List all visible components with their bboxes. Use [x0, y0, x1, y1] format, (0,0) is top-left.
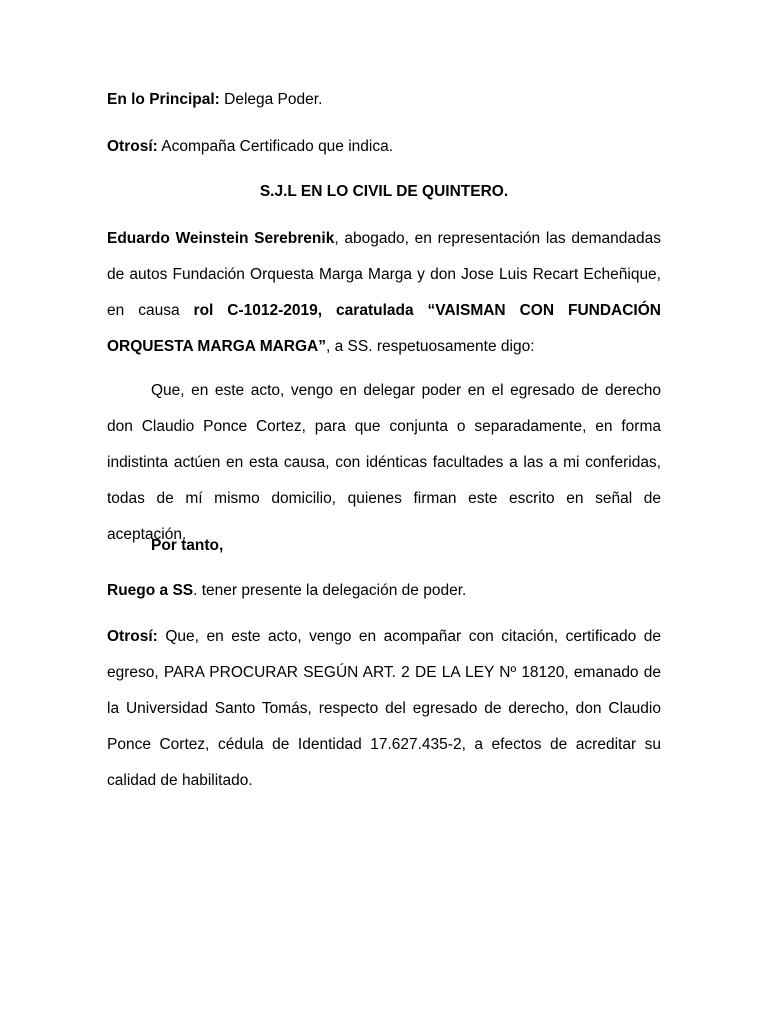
intro-text-2: , a SS. respetuosamente digo: — [326, 338, 535, 355]
case-caption: rol C-1012-2019, caratulada “VAISMAN CON FUNDACIÓN ORQUESTA MARGA MARGA” — [107, 302, 661, 355]
otrosi-text: Que, en este acto, vengo en acompañar con citación, certificado de egreso, PARA PROCURAR SEGÚN ART. 2 DE LA LEY Nº 18120, emanado de la Universidad Santo Tomás, respecto del egresado de derecho, don Claudio Ponce Cortez, cédula de Identidad 17.627.435-2, a efectos de acreditar su calidad de habilitado. — [107, 628, 661, 789]
ruego-label: Ruego a SS — [107, 582, 194, 599]
otrosi-summary-line — [107, 137, 393, 157]
intro-paragraph — [107, 221, 661, 365]
otrosi-summary-text: Acompaña Certificado que indica. — [157, 138, 394, 155]
otrosi-summary-label: Otrosí: — [107, 138, 158, 155]
intro-text-1: , abogado, en representación las demandadas de autos Fundación Orquesta Marga Marga y don Jose Luis Recart Echeñique, en causa — [107, 230, 662, 319]
ruego-text: . tener presente la delegación de poder. — [193, 582, 467, 599]
delegation-paragraph: Que, en este acto, vengo en delegar poder en el egresado de derecho don Claudio Ponce Cortez, para que conjunta o separadamente, en forma indistinta actúen en esta causa, con idénticas facultades a las a mi conferidas, todas de mí mismo domicilio, quienes firman este escrito en señal de aceptación. — [107, 382, 661, 543]
lawyer-name: Eduardo Weinstein Serebrenik — [107, 230, 335, 247]
otrosi-label: Otrosí: — [107, 628, 158, 645]
principal-text: Delega Poder. — [219, 91, 323, 108]
otrosi-paragraph — [107, 619, 661, 799]
ruego-line — [107, 581, 466, 601]
por-tanto: Por tanto, — [151, 537, 224, 554]
court-heading: S.J.L EN LO CIVIL DE QUINTERO. — [259, 183, 509, 200]
principal-label: En lo Principal: — [107, 91, 220, 108]
principal-line — [107, 90, 322, 110]
